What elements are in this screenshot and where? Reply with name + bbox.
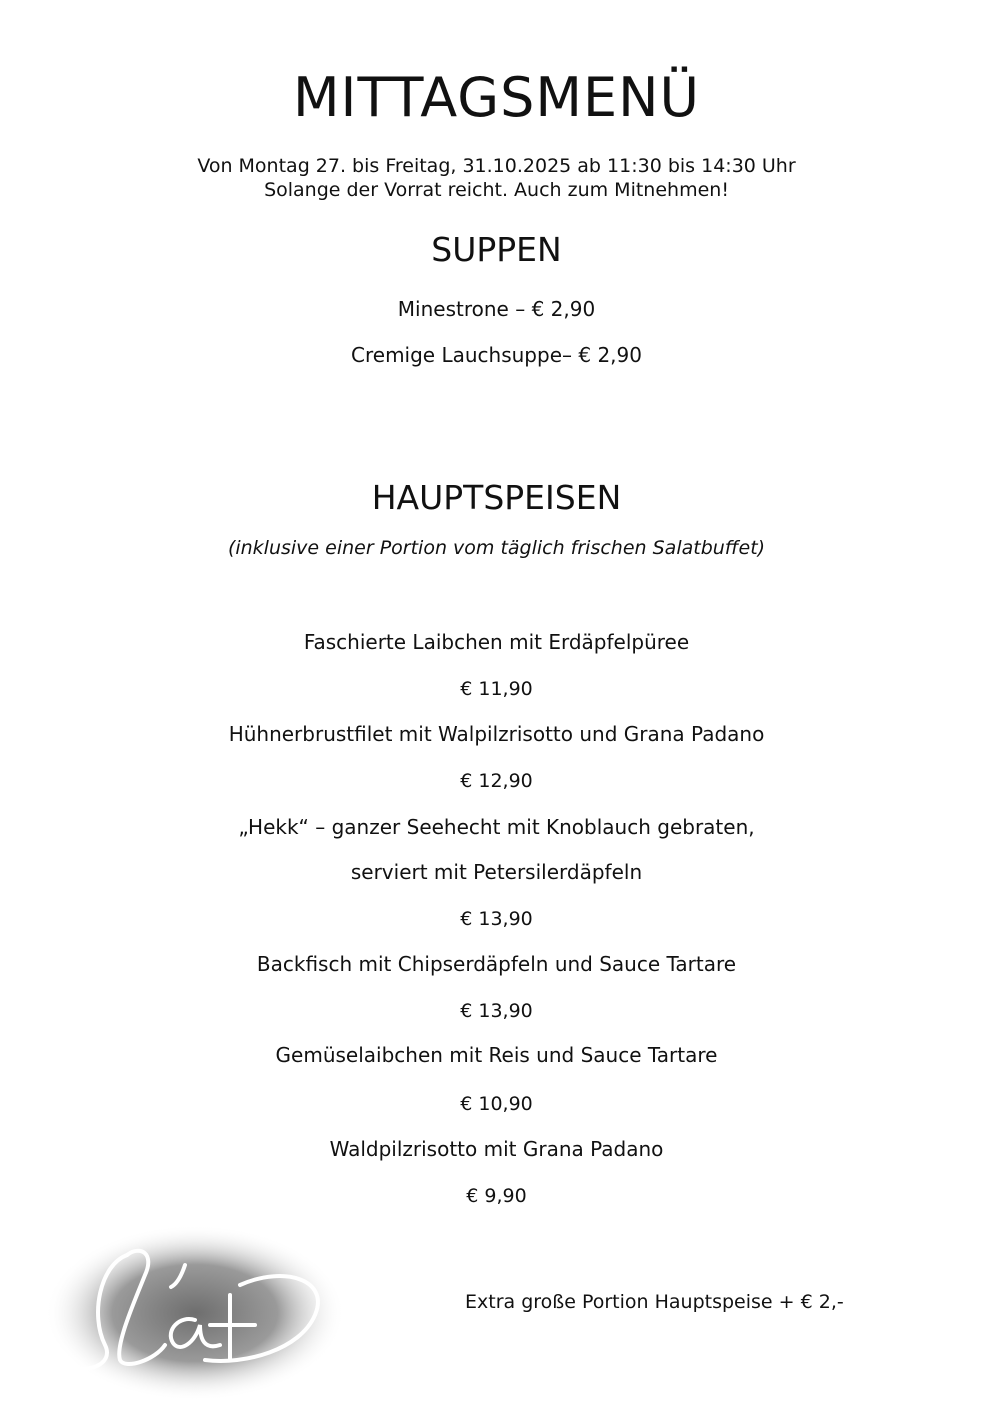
main-dish-price: € 12,90 bbox=[460, 770, 533, 792]
mains-heading: HAUPTSPEISEN bbox=[371, 478, 622, 517]
main-dish-price: € 11,90 bbox=[460, 678, 533, 700]
main-dish-name: Backfisch mit Chipserdäpfeln und Sauce Tartare bbox=[256, 952, 737, 976]
main-dish-name: Waldpilzrisotto mit Grana Padano bbox=[329, 1137, 664, 1161]
main-dish-price: € 13,90 bbox=[460, 908, 533, 930]
extra-portion-note: Extra große Portion Hauptspeise + € 2,- bbox=[465, 1291, 844, 1313]
la-script-logo-icon bbox=[45, 1225, 355, 1405]
main-dish-price: € 10,90 bbox=[460, 1093, 533, 1115]
main-dish-name: Hühnerbrustfilet mit Walpilzrisotto und Grana Padano bbox=[228, 722, 765, 746]
main-dish-price: € 13,90 bbox=[460, 1000, 533, 1022]
date-info bbox=[0, 154, 993, 202]
soups-heading: SUPPEN bbox=[431, 230, 562, 269]
main-dish-price: € 9,90 bbox=[466, 1185, 527, 1207]
date-line: Von Montag 27. bis Freitag, 31.10.2025 ab 11:30 bis 14:30 Uhr bbox=[197, 155, 796, 177]
main-dish-name-line2: serviert mit Petersilerdäpfeln bbox=[350, 860, 643, 884]
soup-item: Minestrone – € 2,90 bbox=[397, 297, 596, 321]
soup-item: Cremige Lauchsuppe– € 2,90 bbox=[351, 343, 642, 367]
main-dish-name: Gemüselaibchen mit Reis und Sauce Tartare bbox=[275, 1043, 718, 1067]
availability-note: Solange der Vorrat reicht. Auch zum Mitnehmen! bbox=[264, 179, 729, 201]
main-dish-name: Faschierte Laibchen mit Erdäpfelpüree bbox=[303, 630, 690, 654]
mains-note: (inklusive einer Portion vom täglich frischen Salatbuffet) bbox=[227, 537, 766, 559]
main-dish-name: „Hekk“ – ganzer Seehecht mit Knoblauch gebraten, bbox=[238, 815, 755, 839]
page-title: MITTAGSMENÜ bbox=[292, 66, 701, 129]
